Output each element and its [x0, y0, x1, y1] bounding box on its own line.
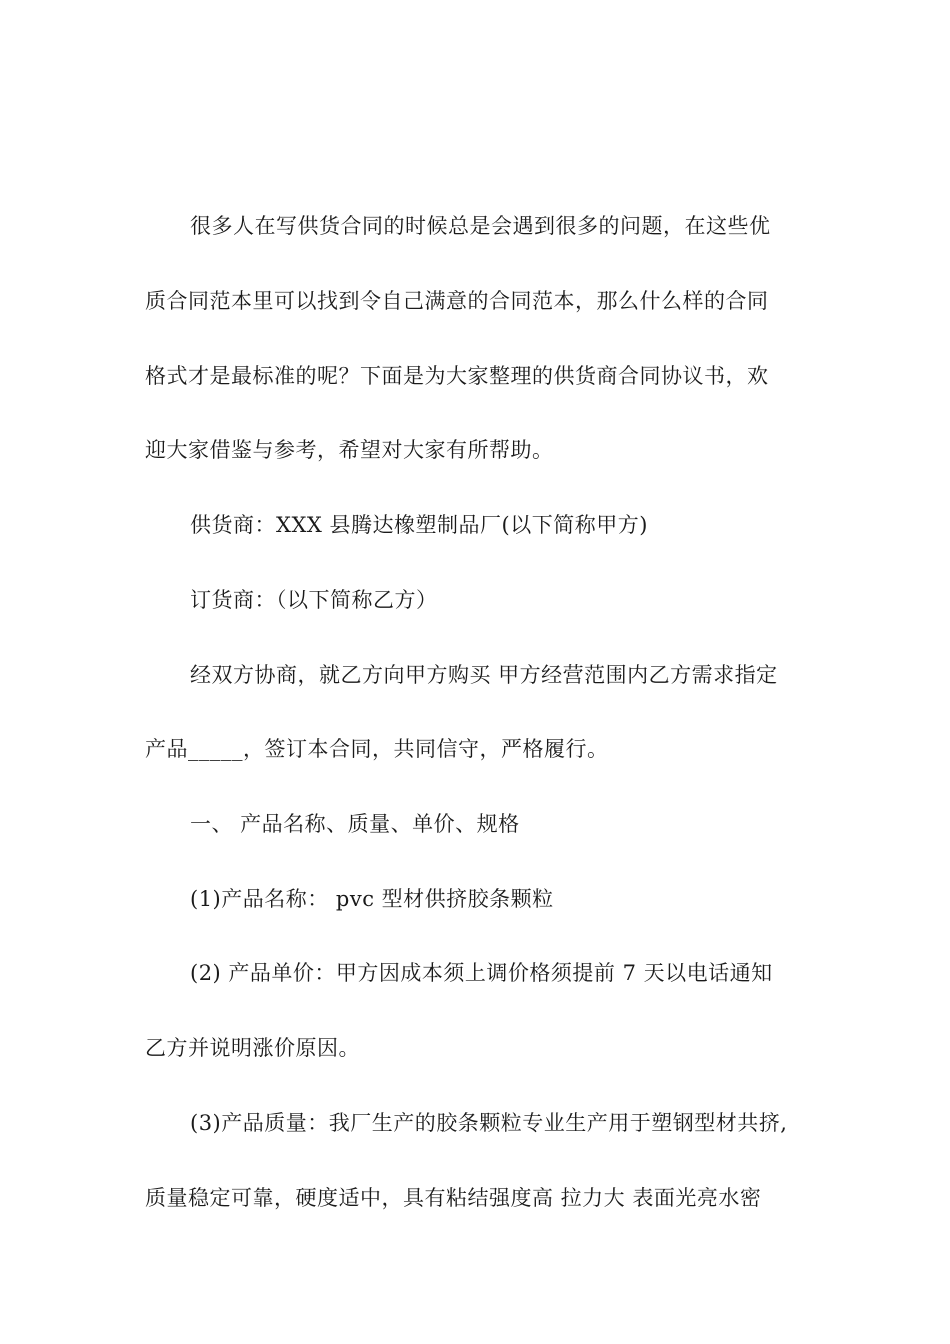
- paragraph-intro-line-2: 质合同范本里可以找到令自己满意的合同范本，那么什么样的合同: [145, 289, 769, 313]
- section-heading-1: 一、 产品名称、质量、单价、规格: [190, 812, 520, 836]
- item-unit-price-line-1: (2) 产品单价：甲方因成本须上调价格须提前 7 天以电话通知: [190, 961, 773, 985]
- purchaser-line: 订货商：（以下简称乙方）: [190, 588, 438, 612]
- paragraph-intro-line-1: 很多人在写供货合同的时候总是会遇到很多的问题，在这些优: [190, 214, 771, 238]
- agreement-line-2: 产品_____，签订本合同，共同信守，严格履行。: [145, 737, 609, 761]
- item-quality-line-2: 质量稳定可靠，硬度适中，具有粘结强度高 拉力大 表面光亮水密: [145, 1186, 762, 1210]
- item-unit-price-line-2: 乙方并说明涨价原因。: [145, 1036, 360, 1060]
- item-product-name: (1)产品名称： pvc 型材供挤胶条颗粒: [190, 887, 554, 911]
- supplier-line: 供货商：XXX 县腾达橡塑制品厂(以下简称甲方): [190, 513, 648, 537]
- item-quality-line-1: (3)产品质量：我厂生产的胶条颗粒专业生产用于塑钢型材共挤,: [190, 1111, 788, 1135]
- paragraph-intro-line-4: 迎大家借鉴与参考，希望对大家有所帮助。: [145, 438, 554, 462]
- agreement-line-1: 经双方协商，就乙方向甲方购买 甲方经营范围内乙方需求指定: [190, 663, 778, 687]
- paragraph-intro-line-3: 格式才是最标准的呢？下面是为大家整理的供货商合同协议书，欢: [145, 364, 769, 388]
